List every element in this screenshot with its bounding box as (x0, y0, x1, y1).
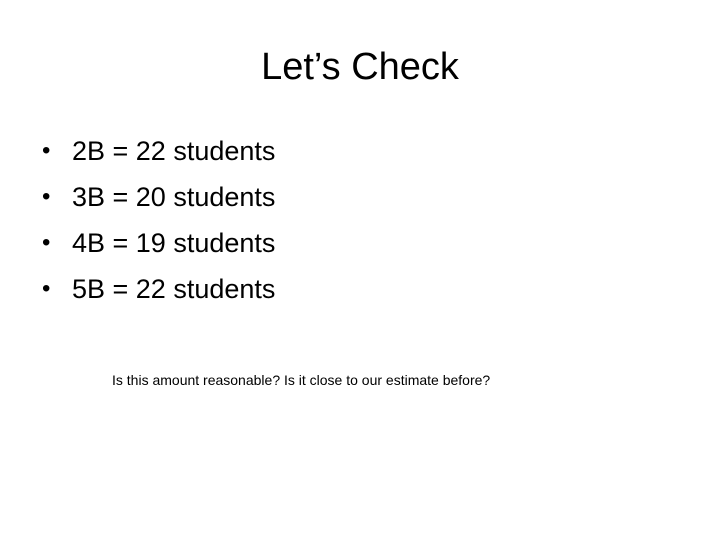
bullet-marker: • (42, 229, 51, 256)
bullet-marker: • (42, 137, 51, 164)
bullet-text: 2B = 22 students (72, 136, 276, 166)
bullet-text: 3B = 20 students (72, 182, 276, 212)
bullet-text: 4B = 19 students (72, 228, 276, 258)
bullet-marker: • (42, 183, 51, 210)
bullet-text: 5B = 22 students (72, 274, 276, 304)
bullet-marker: • (42, 275, 51, 302)
slide-title: Let’s Check (261, 46, 459, 88)
question-text: Is this amount reasonable? Is it close to our estimate before? (112, 372, 491, 388)
